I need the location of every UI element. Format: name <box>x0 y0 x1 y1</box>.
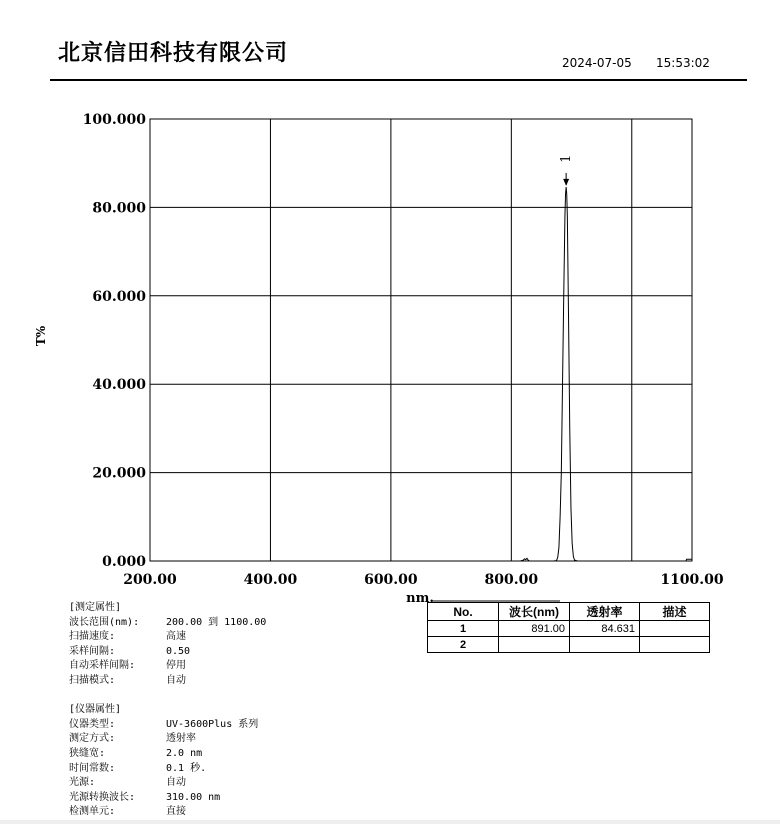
cell: 84.631 <box>570 621 640 637</box>
property-row <box>69 762 266 777</box>
x-tick-label: 800.00 <box>484 572 539 588</box>
property-key: 自动采样间隔: <box>69 660 136 672</box>
property-row <box>69 601 266 616</box>
company-name: 北京信田科技有限公司 <box>58 41 289 66</box>
property-row <box>69 630 266 645</box>
property-key: 仪器类型: <box>69 718 116 730</box>
table-row <box>428 621 710 637</box>
property-key: 狭缝宽: <box>69 747 106 759</box>
property-value: 自动 <box>166 777 186 789</box>
peak-label: 1 <box>559 154 575 163</box>
property-row <box>69 791 266 806</box>
y-tick-label: 40.000 <box>92 377 146 394</box>
property-key: 扫描模式: <box>69 674 116 686</box>
x-tick-label: 400.00 <box>243 572 298 588</box>
x-tick-label: 600.00 <box>364 572 418 588</box>
property-value: 200.00 到 1100.00 <box>166 616 267 628</box>
property-row <box>69 776 266 791</box>
y-tick-label: 60.000 <box>92 288 146 305</box>
y-tick-label: 100.000 <box>82 112 146 128</box>
cell <box>640 621 710 637</box>
property-value: 0.1 秒. <box>166 762 207 774</box>
plot-frame <box>150 119 692 561</box>
property-key: 光源转换波长: <box>69 791 136 803</box>
property-key: 波长范围(nm): <box>69 616 140 628</box>
report-date: 2024-07-05 <box>562 56 632 70</box>
col-header: 波长(nm) <box>499 603 570 621</box>
property-row <box>69 616 266 631</box>
property-row <box>69 703 266 718</box>
property-value: 直接 <box>166 806 186 818</box>
property-value: UV-3600Plus 系列 <box>166 718 259 730</box>
property-key: 检测单元: <box>69 806 116 818</box>
property-row <box>69 645 266 660</box>
property-row <box>69 659 266 674</box>
peak-arrowhead <box>563 179 569 186</box>
section-gap <box>69 689 266 704</box>
property-key: [仪器属性] <box>69 704 122 716</box>
property-value: 2.0 nm <box>166 747 203 759</box>
col-header: No. <box>428 603 499 621</box>
cell: 2 <box>428 637 499 653</box>
property-row <box>69 732 266 747</box>
y-axis-label: T% <box>34 325 48 347</box>
x-axis-label: nm. <box>406 591 434 606</box>
measurement-properties <box>69 601 266 820</box>
property-value: 0.50 <box>166 645 191 657</box>
peak-table <box>427 602 710 653</box>
cell <box>640 637 710 653</box>
property-key: 扫描速度: <box>69 631 116 643</box>
property-row <box>69 718 266 733</box>
cell: 1 <box>428 621 499 637</box>
property-row <box>69 747 266 762</box>
col-header: 描述 <box>640 603 710 621</box>
spectrum-line <box>150 187 692 561</box>
property-row <box>69 674 266 689</box>
property-key: 光源: <box>69 777 96 789</box>
report-time: 15:53:02 <box>656 56 710 70</box>
cell <box>499 637 570 653</box>
cell <box>570 637 640 653</box>
y-tick-label: 80.000 <box>92 200 146 217</box>
table-row <box>428 637 710 653</box>
x-tick-label: 1100.00 <box>660 572 724 588</box>
property-value: 透射率 <box>166 733 196 745</box>
property-value: 高速 <box>166 631 186 643</box>
scrollbar[interactable] <box>0 820 780 824</box>
col-header: 透射率 <box>570 603 640 621</box>
y-tick-label: 20.000 <box>92 465 146 482</box>
property-key: 时间常数: <box>69 762 116 774</box>
property-key: 测定方式: <box>69 733 116 745</box>
cell: 891.00 <box>499 621 570 637</box>
property-row <box>69 805 266 820</box>
property-key: [测定属性] <box>69 602 122 613</box>
y-tick-label: 0.000 <box>102 554 146 570</box>
x-tick-label: 200.00 <box>123 572 177 588</box>
property-value: 停用 <box>166 660 186 672</box>
property-key: 采样间隔: <box>69 645 116 657</box>
property-value: 310.00 nm <box>166 791 221 803</box>
property-value: 自动 <box>166 674 186 686</box>
